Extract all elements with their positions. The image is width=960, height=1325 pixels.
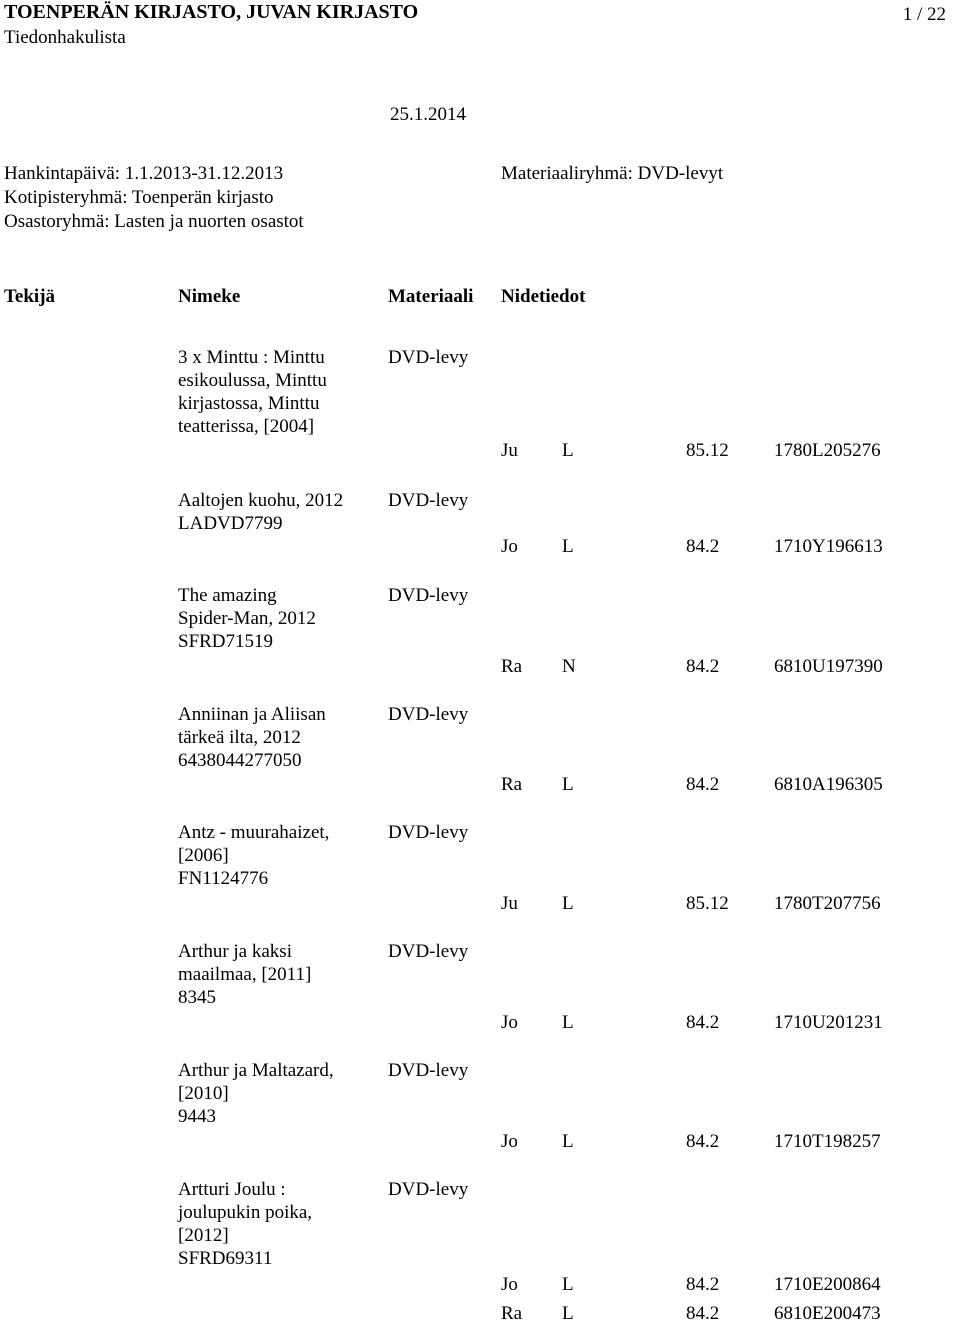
copy-osasto: Ra: [501, 1303, 523, 1324]
criteria-hankintapaiva: Hankintapäivä: 1.1.2013-31.12.2013: [4, 163, 284, 184]
record-title-line: Spider-Man, 2012: [178, 608, 316, 629]
record-title-line: [2012]: [178, 1225, 229, 1246]
copy-row: [0, 1302, 960, 1325]
copy-row: [0, 655, 960, 678]
copy-nide: 1710T198257: [774, 1131, 881, 1152]
copy-kieli: L: [562, 1303, 574, 1324]
copy-kieli: L: [562, 440, 574, 461]
copy-luokka: 84.2: [686, 1303, 720, 1324]
record-title: [178, 821, 378, 890]
copy-nide: 1780L205276: [774, 440, 881, 461]
criteria-osastoryhma: Osastoryhmä: Lasten ja nuorten osastot: [4, 211, 304, 232]
copy-luokka: 85.12: [686, 440, 729, 461]
record-title: [178, 1178, 378, 1270]
copy-luokka: 85.12: [686, 893, 729, 914]
record-title-line: LADVD7799: [178, 513, 283, 534]
copy-osasto: Jo: [501, 1274, 518, 1295]
copy-osasto: Ra: [501, 774, 523, 795]
record-material: DVD-levy: [388, 347, 469, 368]
copy-row: [0, 439, 960, 462]
record-material: DVD-levy: [388, 585, 469, 606]
record-title-line: 3 x Minttu : Minttu: [178, 347, 325, 368]
record-title-line: [2006]: [178, 845, 229, 866]
copy-luokka: 84.2: [686, 1274, 720, 1295]
record-title: [178, 584, 378, 653]
record-title-line: 9443: [178, 1106, 216, 1127]
record-title-line: Aaltojen kuohu, 2012: [178, 490, 344, 511]
copy-row: [0, 773, 960, 796]
copy-row: [0, 1011, 960, 1034]
column-header-materiaali: Materiaali: [388, 286, 474, 307]
copy-luokka: 84.2: [686, 774, 720, 795]
copy-osasto: Jo: [501, 1012, 518, 1033]
copy-nide: 1710Y196613: [774, 536, 883, 557]
record-title-line: esikoulussa, Minttu: [178, 370, 327, 391]
copy-osasto: Jo: [501, 1131, 518, 1152]
record-material: DVD-levy: [388, 822, 469, 843]
record-title-line: 8345: [178, 987, 216, 1008]
record-material: DVD-levy: [388, 941, 469, 962]
record-title-line: Antz - muurahaizet,: [178, 822, 330, 843]
record-title-line: tärkeä ilta, 2012: [178, 727, 301, 748]
copy-row: [0, 1130, 960, 1153]
record-material: DVD-levy: [388, 490, 469, 511]
record-title-line: maailmaa, [2011]: [178, 964, 312, 985]
copy-kieli: L: [562, 774, 574, 795]
copy-nide: 6810U197390: [774, 656, 883, 677]
record-title: [178, 346, 378, 438]
copy-osasto: Ju: [501, 440, 518, 461]
copy-nide: 6810A196305: [774, 774, 883, 795]
record-title: [178, 940, 378, 1009]
copy-osasto: Jo: [501, 536, 518, 557]
record-title: [178, 489, 378, 535]
record-title-line: [2010]: [178, 1083, 229, 1104]
record-material: DVD-levy: [388, 1179, 469, 1200]
criteria-kotipisteryhma: Kotipisteryhmä: Toenperän kirjasto: [4, 187, 274, 208]
record-title-line: 6438044277050: [178, 750, 302, 771]
record-title-line: The amazing: [178, 585, 277, 606]
criteria-materiaaliryhma: Materiaaliryhmä: DVD-levyt: [501, 163, 724, 184]
record-material: DVD-levy: [388, 1060, 469, 1081]
column-header-nimeke: Nimeke: [178, 286, 241, 307]
copy-kieli: L: [562, 893, 574, 914]
record-title-line: SFRD69311: [178, 1248, 273, 1269]
record-title-line: Arthur ja kaksi: [178, 941, 292, 962]
copy-nide: 1710E200864: [774, 1274, 881, 1295]
copy-kieli: L: [562, 1012, 574, 1033]
report-date: 25.1.2014: [390, 104, 466, 125]
copy-nide: 1710U201231: [774, 1012, 883, 1033]
record-title-line: Arthur ja Maltazard,: [178, 1060, 334, 1081]
column-header-nidetiedot: Nidetiedot: [501, 286, 586, 307]
copy-luokka: 84.2: [686, 1131, 720, 1152]
report-subtitle: Tiedonhakulista: [4, 27, 126, 48]
copy-kieli: L: [562, 536, 574, 557]
record-title-line: FN1124776: [178, 868, 269, 889]
copy-row: [0, 535, 960, 558]
copy-row: [0, 1273, 960, 1296]
record-title: [178, 703, 378, 772]
record-title-line: joulupukin poika,: [178, 1202, 313, 1223]
copy-kieli: L: [562, 1274, 574, 1295]
copy-luokka: 84.2: [686, 656, 720, 677]
record-title-line: SFRD71519: [178, 631, 274, 652]
page-number: 1 / 22: [902, 4, 946, 25]
record-title-line: Anniinan ja Aliisan: [178, 704, 326, 725]
copy-osasto: Ju: [501, 893, 518, 914]
record-material: DVD-levy: [388, 704, 469, 725]
copy-kieli: L: [562, 1131, 574, 1152]
copy-osasto: Ra: [501, 656, 523, 677]
record-title: [178, 1059, 378, 1128]
copy-kieli: N: [562, 656, 576, 677]
record-title-line: kirjastossa, Minttu: [178, 393, 320, 414]
copy-nide: 6810E200473: [774, 1303, 881, 1324]
copy-row: [0, 892, 960, 915]
copy-luokka: 84.2: [686, 1012, 720, 1033]
column-header-tekija: Tekijä: [4, 286, 56, 307]
copy-nide: 1780T207756: [774, 893, 881, 914]
record-title-line: teatterissa, [2004]: [178, 416, 315, 437]
record-title-line: Artturi Joulu :: [178, 1179, 286, 1200]
report-title: TOENPERÄN KIRJASTO, JUVAN KIRJASTO: [4, 1, 419, 23]
copy-luokka: 84.2: [686, 536, 720, 557]
